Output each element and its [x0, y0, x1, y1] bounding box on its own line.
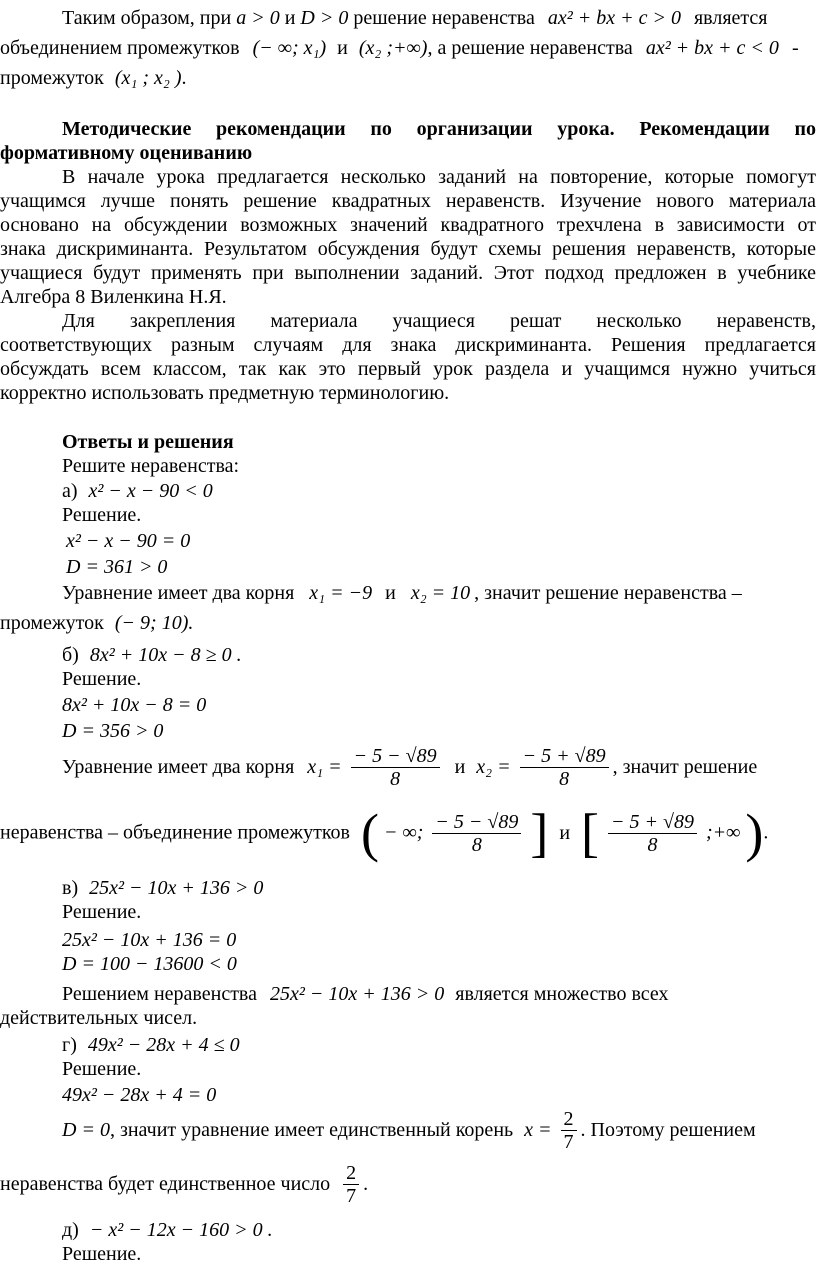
root-x1-label: x₁ = — [307, 756, 342, 778]
root-fraction — [561, 1108, 577, 1153]
intro-line-3: промежуток (x₁ ; x₂ ). — [0, 67, 187, 89]
item-a-equation: x² − x − 90 = 0 — [66, 530, 191, 552]
fraction-denominator: 8 — [471, 833, 482, 856]
solution-label: Решение. — [62, 668, 142, 690]
item-d-equation: 49x² − 28x + 4 = 0 — [62, 1084, 217, 1106]
interval-left: (− ∞; x₁) — [252, 37, 327, 59]
root-x1-fraction — [351, 745, 440, 790]
paragraph-1-line: знака дискриминанта. Результатом обсуждения будут схемы решения неравенств, которые — [0, 238, 816, 260]
fraction-denominator: 7 — [563, 1131, 574, 1153]
item-d-root-line: D = 0, значит уравнение имеет единственный корень x = $\frac{2}{7}$ . Поэтому решением — [62, 1108, 756, 1153]
answer-interval: (− 9; 10). — [114, 612, 194, 634]
item-a-answer: промежуток (− 9; 10). — [0, 612, 194, 634]
inequality-greater: ax² + bx + c > 0 — [547, 7, 681, 29]
item-b-answer: неравенства – объединение промежутков ( − ∞; $\frac{- 5 - √89}{8}$ ] и [ $\frac{- 5 + √89}{8}$ ;+∞ ). — [0, 803, 769, 863]
method-heading: Методические рекомендации по организации урока. Рекомендации по — [62, 118, 816, 140]
left-bound-fraction — [432, 811, 521, 856]
item-e: д) − x² − 12x − 160 > 0 . — [62, 1219, 273, 1241]
condition-d: D > 0 — [300, 7, 349, 29]
paragraph-1-line: В начале урока предлагается несколько заданий на повторение, которые помогут — [62, 166, 816, 188]
item-c-inequality: 25x² − 10x + 136 > 0 — [89, 877, 264, 899]
item-d-answer: неравенства будет единственное число $\frac{2}{7}$ . — [0, 1162, 369, 1207]
fraction-denominator: 8 — [559, 768, 570, 790]
fraction-numerator: 2 — [561, 1108, 577, 1131]
item-c-discriminant: D = 100 − 13600 < 0 — [62, 953, 237, 975]
fraction-numerator: 2 — [343, 1162, 359, 1185]
paragraph-2-line: Для закрепления материала учащиеся решат несколько неравенств, — [62, 310, 816, 332]
interval-right: (x₂ ;+∞) — [358, 37, 428, 59]
solution-label: Решение. — [62, 901, 142, 923]
item-b-discriminant: D = 356 > 0 — [62, 720, 164, 742]
fraction-denominator: 8 — [647, 833, 658, 856]
solution-label: Решение. — [62, 504, 142, 526]
item-a-inequality: x² − x − 90 < 0 — [88, 480, 213, 502]
answers-heading: Ответы и решения — [62, 431, 234, 453]
root-x1: x₁ = −9 — [309, 582, 373, 604]
item-d-inequality: 49x² − 28x + 4 ≤ 0 — [87, 1034, 240, 1056]
fraction-numerator: − 5 + √89 — [520, 745, 609, 768]
fraction-numerator: − 5 + √89 — [608, 811, 697, 834]
paragraph-1-line: учащимся лучше понять решение квадратных неравенств. Изучение нового материала — [0, 190, 816, 212]
item-b-equation: 8x² + 10x − 8 = 0 — [62, 694, 207, 716]
item-b: б) 8x² + 10x − 8 ≥ 0 . — [62, 644, 242, 666]
fraction-denominator: 8 — [390, 768, 401, 790]
item-a: а) x² − x − 90 < 0 — [62, 480, 213, 502]
item-b-roots-line: Уравнение имеет два корня x₁ = $\frac{- 5 - √89}{8}$ и x₂ = $\frac{- 5 + √89}{8}$ , значит решение — [62, 745, 758, 790]
left-paren: ( — [360, 803, 379, 863]
root-x2-label: x₂ = — [476, 756, 511, 778]
root-x2-fraction — [520, 745, 609, 790]
right-paren: ) — [745, 803, 764, 863]
paragraph-2-line: корректно использовать предметную терминологию. — [0, 382, 450, 404]
paragraph-1-line: основано на обсуждении возможных значений квадратного трехчлена в зависимости от — [0, 214, 816, 236]
item-d: г) 49x² − 28x + 4 ≤ 0 — [62, 1034, 240, 1056]
method-heading-cont: формативному оцениванию — [0, 142, 253, 164]
item-a-roots-line: Уравнение имеет два корня x₁ = −9 и x₂ = 10 , значит решение неравенства – — [62, 582, 742, 604]
item-e-inequality: − x² − 12x − 160 > 0 . — [89, 1219, 273, 1241]
paragraph-2-line: соответствующих разным случаям для знака дискриминанта. Решения предлагается — [0, 334, 816, 356]
interval-middle: (x₁ ; x₂ ) — [114, 67, 182, 89]
solution-label: Решение. — [62, 1243, 142, 1265]
item-c: в) 25x² − 10x + 136 > 0 — [62, 877, 264, 899]
item-d-discriminant: D = 0 — [62, 1119, 110, 1141]
paragraph-2-line: обсуждать всем классом, так как это первый урок раздела и учащимся нужно учиться — [0, 358, 816, 380]
right-bracket: ] — [530, 803, 549, 863]
inequality-less: ax² + bx + c < 0 — [645, 37, 779, 59]
intro-line-2: объединением промежутков (− ∞; x₁) и (x₂ ;+∞), а решение неравенства ax² + bx + c < 0 - — [0, 37, 799, 59]
solution-label: Решение. — [62, 1058, 142, 1080]
item-c-answer-cont: действительных чисел. — [0, 1007, 198, 1029]
item-c-inequality-ref: 25x² − 10x + 136 > 0 — [270, 983, 445, 1005]
paragraph-1-line: Алгебра 8 Виленкина Н.Я. — [0, 286, 227, 308]
answer-fraction — [343, 1162, 359, 1207]
paragraph-1-line: учащиеся будут применять при выполнении заданий. Этот подход предложен в учебнике — [0, 262, 816, 284]
fraction-numerator: − 5 − √89 — [432, 811, 521, 834]
intro-line-1: Таким образом, при a > 0 и D > 0 решение неравенства ax² + bx + c > 0 является — [62, 7, 768, 29]
condition-a: a > 0 — [236, 7, 280, 29]
item-a-discriminant: D = 361 > 0 — [66, 556, 168, 578]
right-bound-fraction — [608, 811, 697, 856]
item-c-equation: 25x² − 10x + 136 = 0 — [62, 929, 237, 951]
item-c-answer-line: Решением неравенства 25x² − 10x + 136 > 0 является множество всех — [62, 983, 669, 1005]
root-x2: x₂ = 10 — [410, 582, 471, 604]
left-bracket: [ — [581, 803, 600, 863]
fraction-numerator: − 5 − √89 — [351, 745, 440, 768]
item-b-inequality: 8x² + 10x − 8 ≥ 0 . — [89, 644, 242, 666]
task-text: Решите неравенства: — [62, 455, 240, 477]
fraction-denominator: 7 — [346, 1185, 357, 1207]
